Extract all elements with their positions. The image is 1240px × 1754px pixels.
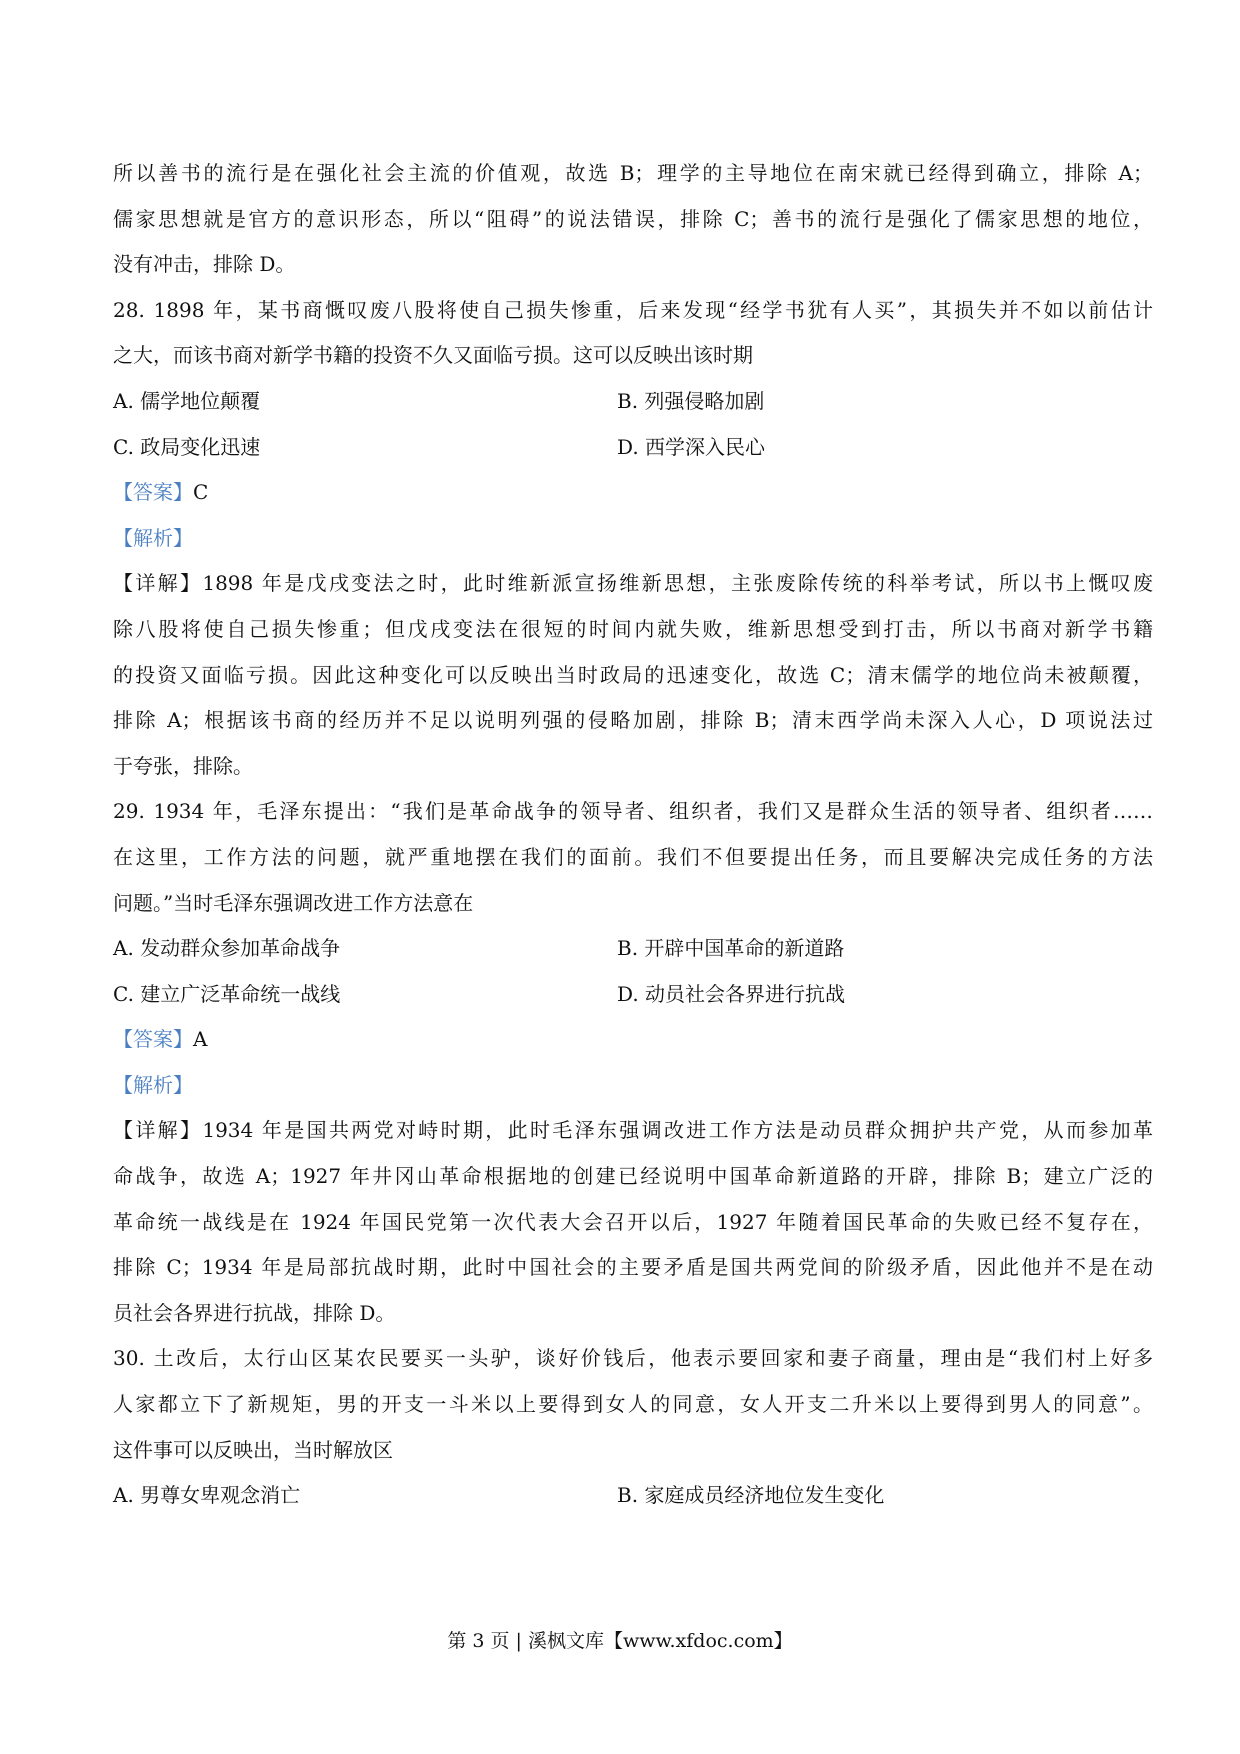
q28-analysis-tag: 【解析】 <box>113 525 193 550</box>
prev-explanation-line-3: 没有冲击，排除 D。 <box>113 252 296 277</box>
q28-stem-line-2: 之大，而该书商对新学书籍的投资不久又面临亏损。这可以反映出该时期 <box>113 343 753 368</box>
q30-option-b: B. 家庭成员经济地位发生变化 <box>617 1483 885 1508</box>
q28-analysis <box>113 521 1153 555</box>
q29-detail-text-1: 1934 年是国共两党对峙时期，此时毛泽东强调改进工作方法是动员群众拥护共产党，从而参加革 <box>202 1118 1153 1143</box>
q28-detail-line-4: 排除 A；根据该书商的经历并不足以说明列强的侵略加剧，排除 B；清末西学尚未深入人心，D 项说法过 <box>113 708 1153 733</box>
q28-detail-line-1 <box>113 566 1153 600</box>
q28-answer-tag: 【答案】 <box>113 480 193 505</box>
q29-analysis-tag: 【解析】 <box>113 1072 193 1097</box>
q30-option-a: A. 男尊女卑观念消亡 <box>113 1483 301 1508</box>
q29-answer <box>113 1022 1153 1056</box>
q29-detail-line-4: 排除 C；1934 年是局部抗战时期，此时中国社会的主要矛盾是国共两党间的阶级矛盾，因此他并不是在动 <box>113 1255 1153 1280</box>
q29-answer-tag: 【答案】 <box>113 1027 193 1052</box>
q28-option-b: B. 列强侵略加剧 <box>617 388 765 413</box>
q28-detail-line-2: 除八股将使自己损失惨重；但戊戌变法在很短的时间内就失败，维新思想受到打击，所以书商对新学书籍 <box>113 616 1153 641</box>
q29-detail-line-5: 员社会各界进行抗战，排除 D。 <box>113 1300 396 1325</box>
q28-detail-text-1: 1898 年是戊戌变法之时，此时维新派宣扬维新思想，主张废除传统的科举考试，所以书上慨叹废 <box>202 571 1153 596</box>
document-page <box>113 156 1153 1524</box>
q28-answer <box>113 475 1153 509</box>
q28-options-row-1 <box>113 384 1153 418</box>
q29-stem-line-2: 在这里，工作方法的问题，就严重地摆在我们的面前。我们不但要提出任务，而且要解决完成任务的方法 <box>113 844 1153 869</box>
q30-stem-line-1: 30. 土改后，太行山区某农民要买一头驴，谈好价钱后，他表示要回家和妻子商量，理由是“我们村上好多 <box>113 1346 1153 1371</box>
q29-stem-line-3: 问题。”当时毛泽东强调改进工作方法意在 <box>113 890 474 915</box>
q29-detail-tag: 【详解】 <box>113 1118 203 1143</box>
q28-answer-value: C <box>193 480 209 505</box>
q29-stem-line-1: 29. 1934 年，毛泽东提出：“我们是革命战争的领导者、组织者，我们又是群众生活的领导者、组织者…… <box>113 799 1153 824</box>
q28-stem-line-1: 28. 1898 年，某书商慨叹废八股将使自己损失惨重，后来发现“经学书犹有人买”，其损失并不如以前估计 <box>113 297 1153 322</box>
q28-detail-tag: 【详解】 <box>113 571 203 596</box>
q30-stem-line-3: 这件事可以反映出，当时解放区 <box>113 1437 393 1462</box>
q30-options-row-1 <box>113 1478 1153 1512</box>
q29-options-row-1 <box>113 931 1153 965</box>
q28-option-d: D. 西学深入民心 <box>617 434 766 459</box>
q29-detail-line-3: 革命统一战线是在 1924 年国民党第一次代表大会召开以后，1927 年随着国民革命的失败已经不复存在， <box>113 1209 1153 1234</box>
prev-explanation-line-2: 儒家思想就是官方的意识形态，所以“阻碍”的说法错误，排除 C；善书的流行是强化了儒家思想的地位， <box>113 206 1153 231</box>
q29-option-a: A. 发动群众参加革命战争 <box>113 936 341 961</box>
q28-detail-line-3: 的投资又面临亏损。因此这种变化可以反映出当时政局的迅速变化，故选 C；清末儒学的地位尚未被颠覆， <box>113 662 1153 687</box>
q28-option-a: A. 儒学地位颠覆 <box>113 388 261 413</box>
q29-option-c: C. 建立广泛革命统一战线 <box>113 981 341 1006</box>
q29-option-d: D. 动员社会各界进行抗战 <box>617 981 846 1006</box>
q28-detail-line-5: 于夸张，排除。 <box>113 753 253 778</box>
prev-explanation-line-1: 所以善书的流行是在强化社会主流的价值观，故选 B；理学的主导地位在南宋就已经得到确立，排除 A； <box>113 161 1153 185</box>
q28-options-row-2 <box>113 430 1153 464</box>
q28-option-c: C. 政局变化迅速 <box>113 434 261 459</box>
q29-analysis <box>113 1068 1153 1102</box>
q29-detail-line-1 <box>113 1113 1153 1147</box>
q29-detail-line-2: 命战争，故选 A；1927 年井冈山革命根据地的创建已经说明中国革命新道路的开辟，排除 B；建立广泛的 <box>113 1164 1153 1189</box>
q30-stem-line-2: 人家都立下了新规矩，男的开支一斗米以上要得到女人的同意，女人开支二升米以上要得到男人的同意”。 <box>113 1392 1153 1417</box>
q29-option-b: B. 开辟中国革命的新道路 <box>617 936 845 961</box>
q29-options-row-2 <box>113 977 1153 1011</box>
page-footer: 第 3 页 | 溪枫文库【www.xfdoc.com】 <box>447 1630 793 1652</box>
q29-answer-value: A <box>193 1027 208 1052</box>
